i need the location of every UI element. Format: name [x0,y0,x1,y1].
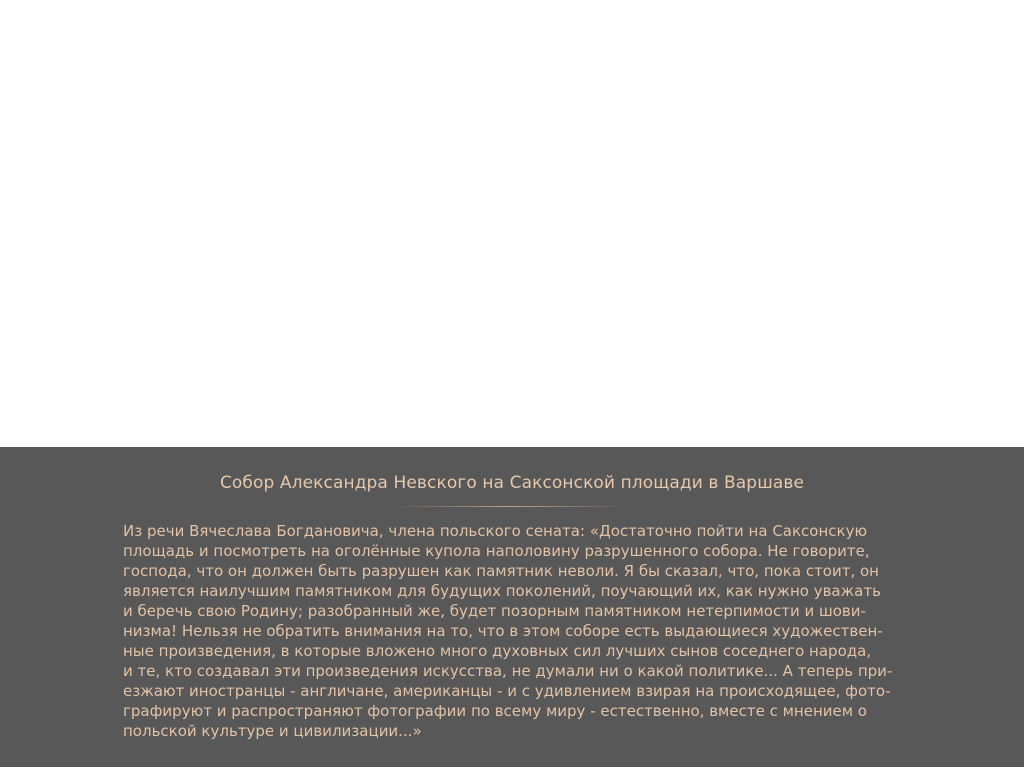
caption-body-line: является наилучшим памятником для будущих поколений, поучающий их, как нужно уважать [123,582,881,600]
caption-title: Собор Александра Невского на Саксонской площади в Варшаве [219,473,805,493]
caption-body-line: низма! Нельзя не обратить внимания на то, что в этом соборе есть выдающиеся художествен- [123,622,883,640]
caption-body-line: Из речи Вячеслава Богдановича, члена польского сената: «Достаточно пойти на Саксонскую [123,522,868,540]
caption-body-line: польской культуре и цивилизации...» [123,722,422,740]
caption-body-line: езжают иностранцы - англичане, американцы - и с удивлением взирая на происходящее, фото- [123,682,891,700]
caption-body-line: и те, кто создавал эти произведения искусства, не думали ни о какой политике... А теперь при- [123,662,893,680]
caption-divider [392,506,630,507]
caption-body-line: и беречь свою Родину; разобранный же, будет позорным памятником нетерпимости и шови- [123,602,866,620]
caption-body [123,521,913,741]
caption-body-line: господа, что он должен быть разрушен как памятник неволи. Я бы сказал, что, пока стоит, он [123,562,879,580]
caption-body-line: площадь и посмотреть на оголённые купола наполовину разрушенного собора. Не говорите, [123,542,870,560]
caption-body-line: ные произведения, в которые вложено много духовных сил лучших сынов соседнего народа, [123,642,872,660]
caption-body-line: графируют и распространяют фотографии по всему миру - естественно, вместе с мнением о [123,702,867,720]
